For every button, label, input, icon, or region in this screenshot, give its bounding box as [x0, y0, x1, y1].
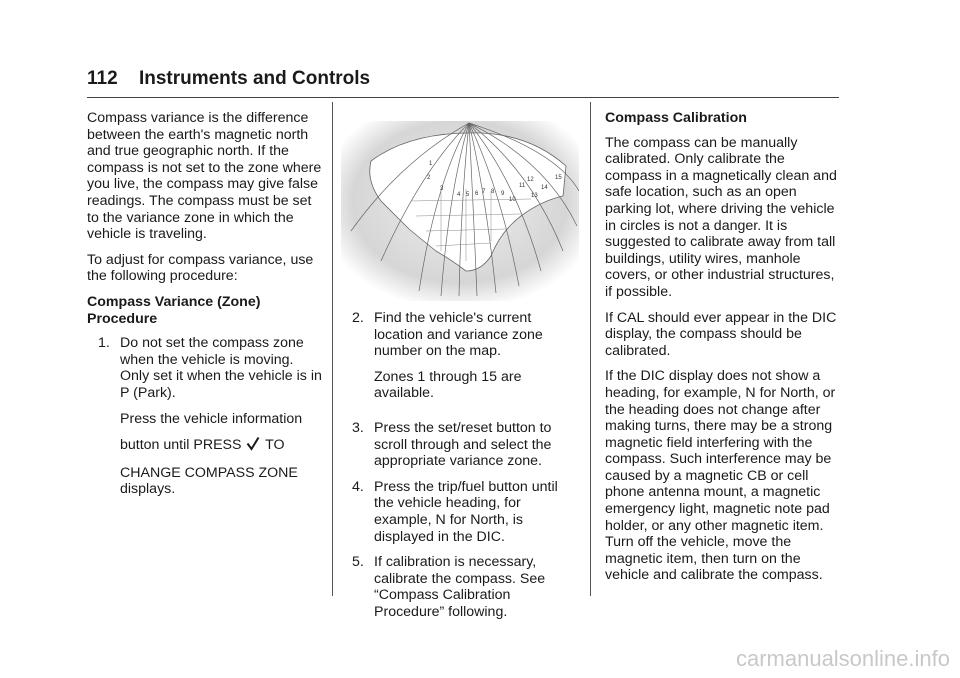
middle-column: [352, 310, 578, 630]
calibration-para-2: If CAL should ever appear in the DIC display, the compass should be calibrated.: [605, 309, 837, 359]
variance-intro: Compass variance is the difference between the earth's magnetic north and true geographic north. If the compass is not set to the zone where you live, the compass may give false readings. The compass must be set to the variance zone in which the vehicle is traveling.: [87, 110, 322, 243]
calibration-para-1: The compass can be manually calibrated. Only calibrate the compass in a magnetically clean and safe location, such as an open parking lot, where driving the vehicle in circles is not a danger. It is suggested to calibrate away from tall buildings, utility wires, manhole covers, or other industrial structures, if possible.: [605, 134, 837, 300]
calibration-heading: Compass Calibration: [605, 110, 747, 126]
list-item: 5. If calibration is necessary, calibrate the compass. See “Compass Calibration Procedure” following.: [352, 554, 578, 620]
list-item: [87, 335, 323, 507]
zone-label-7: 7: [482, 189, 486, 195]
step-number: 1.: [98, 335, 110, 352]
checkmark-icon: [246, 436, 260, 456]
variance-procedure-intro: To adjust for compass variance, use the following procedure:: [87, 251, 314, 285]
zone-label-8: 8: [491, 189, 495, 195]
procedure-heading: Compass Variance (Zone) Procedure: [87, 293, 261, 327]
list-item: 2. Find the vehicle's current location and variance zone number on the map. Zones 1 through 15 are available.: [352, 310, 578, 411]
column-divider: [590, 102, 591, 596]
right-column: [605, 110, 843, 593]
zone-label-10: 10: [509, 197, 516, 203]
watermark: carmanualsonline.info: [735, 646, 950, 671]
left-column: [87, 110, 323, 516]
zone-label-9: 9: [501, 191, 505, 197]
zone-label-12: 12: [527, 177, 534, 183]
step-sub-c: CHANGE COMPASS ZONE displays.: [120, 464, 298, 498]
zone-label-13: 13: [531, 193, 538, 199]
step-text: Do not set the compass zone when the vehicle is moving. Only set it when the vehicle is in P (Park).: [120, 335, 322, 401]
step-sub: Zones 1 through 15 are available.: [374, 368, 522, 402]
zone-label-14: 14: [541, 185, 548, 191]
calibration-para-3: If the DIC display does not show a heading, for example, N for North, or the heading does not change after making turns, there may be a strong magnetic field interfering with the compass. Such interference may be caused by a magnetic CB or cell phone antenna mount, a magnetic emergency light, magnetic note pad holder, or any other magnetic item. Turn off the vehicle, move the magnetic item, then turn on the vehicle and calibrate the compass.: [605, 368, 836, 584]
zone-label-15: 15: [555, 175, 562, 181]
zone-label-4: 4: [457, 192, 461, 198]
zone-label-6: 6: [475, 191, 479, 197]
page-number: 112: [87, 68, 118, 89]
zone-label-5: 5: [466, 192, 470, 198]
step-text: If calibration is necessary, calibrate the compass. See “Compass Calibration Procedure” following.: [374, 554, 546, 620]
page-header: [87, 68, 370, 90]
step-text: Find the vehicle's current location and variance zone number on the map.: [374, 310, 543, 360]
step-text: Press the trip/fuel button until the vehicle heading, for example, N for North, is displayed in the DIC.: [374, 478, 558, 545]
step-text: Press the set/reset button to scroll through and select the appropriate variance zone.: [374, 419, 552, 470]
zone-label-2: 2: [427, 175, 431, 181]
section-title: Instruments and Controls: [138, 68, 371, 89]
column-divider: [332, 102, 333, 596]
compass-variance-map: [341, 121, 579, 301]
zone-label-11: 11: [519, 183, 526, 189]
step-sub-a: Press the vehicle information: [120, 410, 303, 427]
list-item: 3. Press the set/reset button to scroll through and select the appropriate variance zone.: [352, 420, 578, 470]
zone-label-3: 3: [440, 186, 444, 192]
zone-label-1: 1: [429, 161, 433, 167]
step-sub-b: button until PRESS TO: [120, 436, 323, 456]
list-item: 4. Press the trip/fuel button until the vehicle heading, for example, N for North, is displayed in the DIC.: [352, 479, 578, 545]
header-rule: [87, 97, 839, 98]
